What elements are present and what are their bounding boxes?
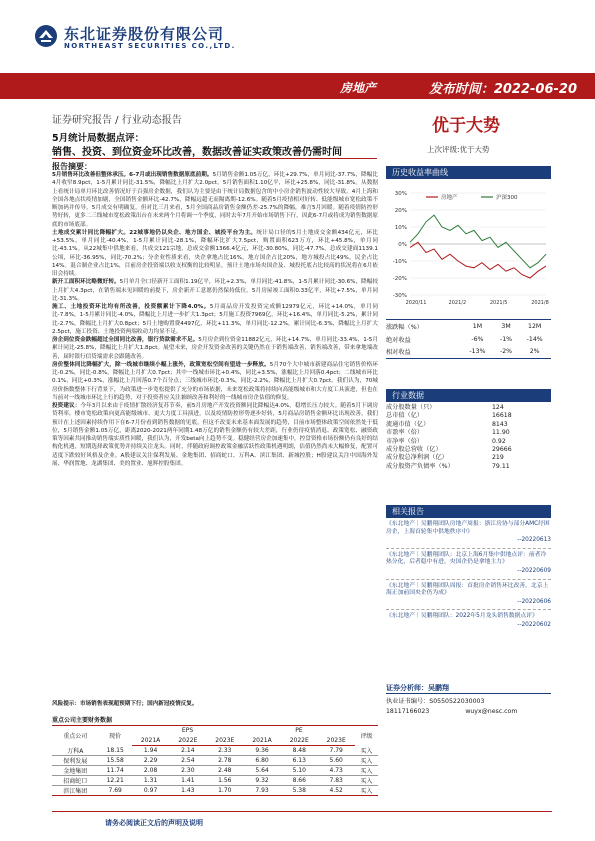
table-header: 12M <box>518 320 551 333</box>
table-cell: 2.30 <box>169 766 206 776</box>
table-cell: 相对收益 <box>386 346 461 359</box>
table-cell: 市净率（倍） <box>386 437 424 445</box>
table-cell: 7.83 <box>318 776 355 786</box>
paragraph-text: 5月70个大中城市新建商品住宅销售价格环比-0.2%，同比-0.8%，降幅比上月扩大0.7pct；其中一线城市环比+0.4%，同比+3.5%，涨幅比上月回落0.4pct；二线城市环比0.1%，同比+0.3%，涨幅比上月回落0.7个百分点；三线城市环比-0.3%，同比-2.2%，降幅比上月扩大0.7pct。我们认为，70城房价指数整体下行背景下，为政策进一步宽松提供了充分的市场依据，未来宽松政策将持续向高能级城市和大方度工具演进，但也在当前对一线城市环比上行的趋势，对于投资者应关注兼顾改善和利好的一线城市房企估值的修复。 <box>52 361 378 401</box>
table-cell: 6.13 <box>281 756 318 766</box>
paragraph <box>52 278 378 303</box>
table-cell: 流通市值（亿） <box>386 420 430 428</box>
table-cell: 15.58 <box>99 756 132 766</box>
table-cell: -6% <box>471 335 484 343</box>
table-header: 2022E <box>169 736 206 746</box>
table-cell: 8.66 <box>281 776 318 786</box>
table-row <box>386 429 551 437</box>
table-cell: 1.56 <box>206 776 243 786</box>
table-header: 涨跌幅（%） <box>386 320 461 333</box>
table-cell: 2.29 <box>132 756 170 766</box>
related-report-date: --20220606 <box>517 598 551 605</box>
related-section-header: 相关报告 <box>386 505 551 518</box>
table-cell: -13% <box>461 346 494 359</box>
x-tick-label: 2021/5 <box>489 300 508 306</box>
y-tick-label: 0% <box>398 242 407 248</box>
table-row <box>52 776 378 786</box>
table-cell: 1.41 <box>169 776 206 786</box>
paragraph-text: 今年3月以来由于疫情扩散经济复苏节奏，前5月房地产开发投资额同比降幅达4.0%，稳增长压力较大。随着5月下调房贷利率，楼市宽松政策向更高能级城市、更大力度工具演进，以及疫情防控形势逐步好转，5月商品房销售金额环比出现改善，我们预计在上述因素持续作用下在6-7月份看到销售数据的见底。但这不改变未来基本面发展的趋势，目前市场整体政策空间依然处于低位，5月销售金额1.05万亿，距离2020-2021两年同期1.48万亿的销售金额仍有较大差距，行业仍待疫情消退、政策宽松、融资政策等因素共同推动销售端实质性回暖，我们认为，开发beta向上趋势不变。稳健经营房企加速集中，控盘资格市场份额仍有良好的结构化机遇，短期选择政策优势并持续关注龙头。同时，伴随政府调控政策金融活跃性政策机遇明朗，估值仍然尚未大幅修复，配置可适度下跌较好风格及企业。A股建议关注保利发展、金地集团、招商蛇口、万科A、滨江集团、新城控股；H股建议关注中国海外发展、华润置地、龙湖集团、美的置业、旭辉控股集团。 <box>52 403 378 467</box>
table-cell: 124 <box>492 404 504 411</box>
table-cell: 7.93 <box>243 786 281 796</box>
header-banner <box>0 73 595 99</box>
table-row <box>386 421 551 429</box>
table-cell: 买入 <box>355 776 378 786</box>
title-divider <box>52 158 377 159</box>
table-header: EPS <box>132 726 243 736</box>
analyst-divider <box>386 693 551 694</box>
paragraph-lead: 土地成交累计同比降幅扩大。22城事地仍以央企、地方国企、城投平台为主。 <box>52 229 257 236</box>
table-cell: 0.92 <box>492 437 506 445</box>
related-report-link[interactable]: 《东北地产｜吴鹏翔团队：北京上海6月集中供地点评：前者冷热分化，后者稳中有进，央国企仍是拿地主力》 <box>386 551 547 566</box>
y-tick-label: 30% <box>394 191 407 197</box>
paragraph <box>52 171 378 229</box>
table-cell: 18.15 <box>99 746 132 756</box>
table-cell: 9.32 <box>243 776 281 786</box>
paragraph <box>52 336 378 361</box>
table-cell: 市盈率（倍） <box>386 429 424 437</box>
table-cell: 1.70 <box>206 786 243 796</box>
related-report-link[interactable]: 《东北地产｜吴鹏翔团队：2022年5月龙头销售数据点评》 <box>386 613 538 620</box>
table-row <box>386 463 551 471</box>
table-cell: 买入 <box>355 786 378 796</box>
chart-section-header: 历史收益率曲线 <box>386 166 551 179</box>
table-cell: 招商蛇口 <box>52 776 99 786</box>
table-cell: 79.11 <box>492 462 510 470</box>
related-report-link[interactable]: 《东北地产｜吴鹏翔团队房地产周报：浙江房协与部分AMC纾困房企，上海首轮集中供地秩序中》 <box>386 521 550 535</box>
table-cell: 8.48 <box>281 746 318 756</box>
table-cell: 5.10 <box>281 766 318 776</box>
table-cell: 1.31 <box>132 776 170 786</box>
report-title-line2: 销售、投资、到位资金环比改善，数据改善证实政策改善仍需时间 <box>52 147 342 158</box>
related-report-date: --20220613 <box>517 537 551 544</box>
table-cell: 6.80 <box>243 756 281 766</box>
analyst-phone: 18117166023 <box>386 707 430 715</box>
paragraph-text: 5月销售金额1.05万亿，环比+29.7%，单月同比-37.7%，降幅比4月收窄8.9pct，1-5月累计同比-31.5%，降幅比上月扩大2.0pct。5月销售面积1.10亿平，环比+25.8%，同比-31.8%。从数据上看统计局单月环比改善情况好于百强房企数据，我们认为主要是由于统计局数据包含的中小房企销售波动性较大导致。4月上海和全国各地点状疫情加剧，全国销售金额环比-42.7%，降幅远超无而隔离期-12.6%。随着5月疫情相对好转、低能级城市宽松政策不断加码并传导，5月成交有明确复，但对比三月来看，5月全国商品房销售金额仍差-25.7%的降幅，难言5月回暖。随着疫情防控形势好转，更多二三线城市宽松政策出台在未来两个月将调一个季度，同时去年7月开始市场销售下行，因此6-7月或将成为销售数据原底的市场底部。 <box>52 172 379 228</box>
table-cell: 金地集团 <box>52 766 99 776</box>
table-cell: 2.78 <box>206 756 243 766</box>
breadcrumb: 证券研究报告 / 行业动态报告 <box>52 115 182 126</box>
table-cell: 5.60 <box>318 756 355 766</box>
table-cell: -1% <box>500 335 513 343</box>
paragraph <box>52 229 378 279</box>
footer-divider <box>52 811 552 812</box>
y-tick-label: -30% <box>392 293 407 299</box>
table-cell: 7.79 <box>318 746 355 756</box>
publish-date: 发布时间：2022-06-20 <box>428 82 577 97</box>
company-logo-icon <box>34 24 58 48</box>
table-row <box>386 454 551 462</box>
table-cell: 5.64 <box>243 766 281 776</box>
table-cell: -14% <box>526 335 543 343</box>
table-cell: 成分股总净利润（亿） <box>386 454 448 462</box>
paragraph <box>52 402 378 468</box>
paragraph-lead: 投资建议： <box>52 403 81 409</box>
industry-section-header: 行业数据 <box>386 389 551 402</box>
table-cell: 2.33 <box>206 746 243 756</box>
y-tick-label: -20% <box>392 276 407 282</box>
report-body <box>52 171 378 468</box>
related-reports <box>386 521 551 633</box>
table-cell: 成分股总营收（亿） <box>386 446 442 454</box>
table-cell: 万科A <box>52 746 99 756</box>
table-row <box>52 756 378 766</box>
table-cell: 成分股数量（只） <box>386 404 436 411</box>
paragraph-lead: 施工、土地投资环比均有所改善，投资额累计下降4.0%。 <box>52 304 210 310</box>
table-cell: 11.90 <box>492 429 510 437</box>
table-cell: 219 <box>492 454 504 462</box>
table-cell: 2.14 <box>169 746 206 756</box>
paragraph-text: 5月商品房开发投资完成额12979亿元，环比+14.0%，单月同比-7.8%，1-5月累计同比-4.0%，降幅比上月进一步扩大1.3pct；5月施工投资7969亿，环比+16.4%，单月同比-5.2%，累计同比-2.7%，降幅比上月扩大0.8pct；5月土地购置费4497亿，环比+11.3%，单月同比-12.2%，累计同比-6.3%，降幅比上月扩大2.5pct，施工投资、土地投资两端收动力均显不足。 <box>52 304 379 335</box>
table-cell: 7.69 <box>99 786 132 796</box>
table-cell: 4.73 <box>318 766 355 776</box>
table-header: 2021A <box>243 736 281 746</box>
legend-label: 房地产 <box>441 195 458 201</box>
table-cell: 买入 <box>355 756 378 766</box>
y-tick-label: 10% <box>394 225 407 231</box>
series-line <box>410 242 546 278</box>
table-cell: 买入 <box>355 766 378 776</box>
table-header: 评级 <box>355 726 378 746</box>
table-cell: 总市值（亿） <box>386 412 424 420</box>
paragraph-lead: 房企到位资金跌幅超过全国同比改善，银行贷款需求不足。 <box>52 337 199 343</box>
table-cell: 买入 <box>355 746 378 756</box>
series-line <box>410 215 546 268</box>
table-header: 2023E <box>206 736 243 746</box>
paragraph-lead: 新开工面积环比略微好转。 <box>52 279 120 286</box>
performance-table <box>386 319 551 359</box>
table-cell: 0.97 <box>132 786 170 796</box>
table-header: 重点公司 <box>52 726 99 746</box>
paragraph <box>52 303 378 336</box>
industry-data-table <box>386 404 551 471</box>
legend-label: 沪深300 <box>496 195 518 201</box>
table-header: 2022E <box>281 736 318 746</box>
table-cell: -2% <box>494 346 519 359</box>
table-cell: 1.94 <box>132 746 170 756</box>
report-title-line1: 5月统计局数据点评： <box>52 133 145 144</box>
table-row <box>386 346 551 359</box>
company-name-cn: 东北证券股份有限公司 <box>64 25 225 43</box>
table-row <box>386 320 551 333</box>
table-cell: 成分股资产负债率（%） <box>386 462 454 470</box>
table-cell: 2.08 <box>132 766 170 776</box>
paragraph-text: 5月单月全口径新开工面积1.19亿平，环比+2.3%，单月同比-41.8%，1-5月累计同比-30.6%，降幅较上月扩大4.3pct，在销售端未见回暖的前提下，房企新开工意愿仍然保持低位。5月房屋竣工面积0.33亿平，环比+7.5%，单月同比-31.3%。 <box>52 279 378 302</box>
table-cell: 1.43 <box>169 786 206 796</box>
table-cell: 5.38 <box>281 786 318 796</box>
table-row <box>52 786 378 796</box>
table-row <box>386 412 551 420</box>
table-row <box>386 333 551 346</box>
paragraph-text: 5月房企到位资金11882亿元，环比+14.7%，单月同比-33.4%，1-5月累计同比-25.8%，降幅比上月扩大1.8pct。展望未来，房企开发资金改善的关键仍然在于销售端改善，销售端改善，带来拿地端改善，届时银行信贷端需求会跟随改善。 <box>52 337 378 360</box>
table-cell: 12.21 <box>99 776 132 786</box>
table-header: 现价 <box>99 726 132 746</box>
x-tick-label: 2021/2 <box>448 300 467 306</box>
table-cell: 2.48 <box>206 766 243 776</box>
summary-label: 报告摘要： <box>52 162 92 171</box>
table-title: 重点公司主要财务数据 <box>52 717 113 724</box>
analyst-email[interactable]: wuyx@nesc.com <box>465 707 518 715</box>
footer-disclaimer[interactable]: 请务必阅读正文后的声明及说明 <box>105 819 203 827</box>
table-cell: 4.52 <box>318 786 355 796</box>
y-tick-label: -10% <box>392 259 407 265</box>
risk-warning: 风险提示：市场销售表现超预期下行；国内新冠疫情反复。 <box>52 701 198 707</box>
table-header: 1M <box>461 320 494 333</box>
table-cell: 29666 <box>492 446 512 454</box>
paragraph-text: 统计局口径的5月土地成交金额434亿元，环比+53.5%，单月同比-40.4%，1-5月累计同比-28.1%，降幅环比扩大7.5pct，购置面积623万方，环比+45.8%，单月同比-43.1%。从22城集中供地来看，共成交121宗地，总成交金额1366.4亿元，环比-30.80%，同比-47.7%，总成交建面1139.1公顷，环比-36.95%，同比-70.2%；分企业性质来看，央企拿地占比16%，地方国企占比20%，地方城投占比49%，民企占比14%。混合制企业占比1%，目前房企投资端以收支权衡的比较明显，预计土地市场央国企及、城投托底占比较高的状况将在6月依旧会持续。 <box>52 229 378 277</box>
related-report-date: --20220602 <box>517 621 551 628</box>
table-row <box>52 766 378 776</box>
company-financial-table <box>52 725 378 796</box>
y-tick-label: 20% <box>394 208 407 214</box>
table-row <box>386 438 551 446</box>
table-cell: 2.54 <box>169 756 206 766</box>
rating-label: 优于大势 <box>432 116 500 136</box>
paragraph <box>52 361 378 402</box>
x-tick-label: 2020/11 <box>405 300 427 306</box>
table-header: 3M <box>494 320 519 333</box>
analyst-contact <box>386 697 517 716</box>
paragraph-lead: 房价整体同比降幅扩大，除一线城市继续小幅上涨外，政策宽松空间有望进一步释放。 <box>52 361 270 368</box>
related-report-link[interactable]: 《东北地产｜吴鹏翔团队周报：首批房企销售环比改善，北京上海正加前国央企仍为成》 <box>386 582 549 597</box>
table-header: 2021A <box>132 736 170 746</box>
return-curve-chart <box>386 183 551 313</box>
table-cell: 16618 <box>492 412 512 420</box>
previous-rating: 上次评级:优于大势 <box>427 145 490 154</box>
x-tick-label: 2021/8 <box>531 300 549 306</box>
table-cell: 滨江集团 <box>52 786 99 796</box>
related-report-date: --20220609 <box>517 567 551 574</box>
analyst-cert: 执业证书编号：S0550522030003 <box>386 698 485 705</box>
table-row <box>52 746 378 756</box>
table-cell: 保利发展 <box>52 756 99 766</box>
table-cell: 2% <box>518 346 551 359</box>
analyst-name: 证券分析师：吴鹏翔 <box>386 684 449 692</box>
table-cell: 11.74 <box>99 766 132 776</box>
table-cell: 9.36 <box>243 746 281 756</box>
table-header: PE <box>243 726 354 736</box>
company-name-en: NORTHEAST SECURITIES CO.,LTD. <box>64 42 236 50</box>
sector-label: 房地产 <box>340 81 377 95</box>
table-header: 2023E <box>318 736 355 746</box>
table-cell: 8143 <box>492 420 508 428</box>
paragraph-lead: 5月销售环比改善但整体承压。6-7月或出现销售数据原底前期。 <box>52 172 213 178</box>
table-cell: 绝对收益 <box>386 336 411 344</box>
